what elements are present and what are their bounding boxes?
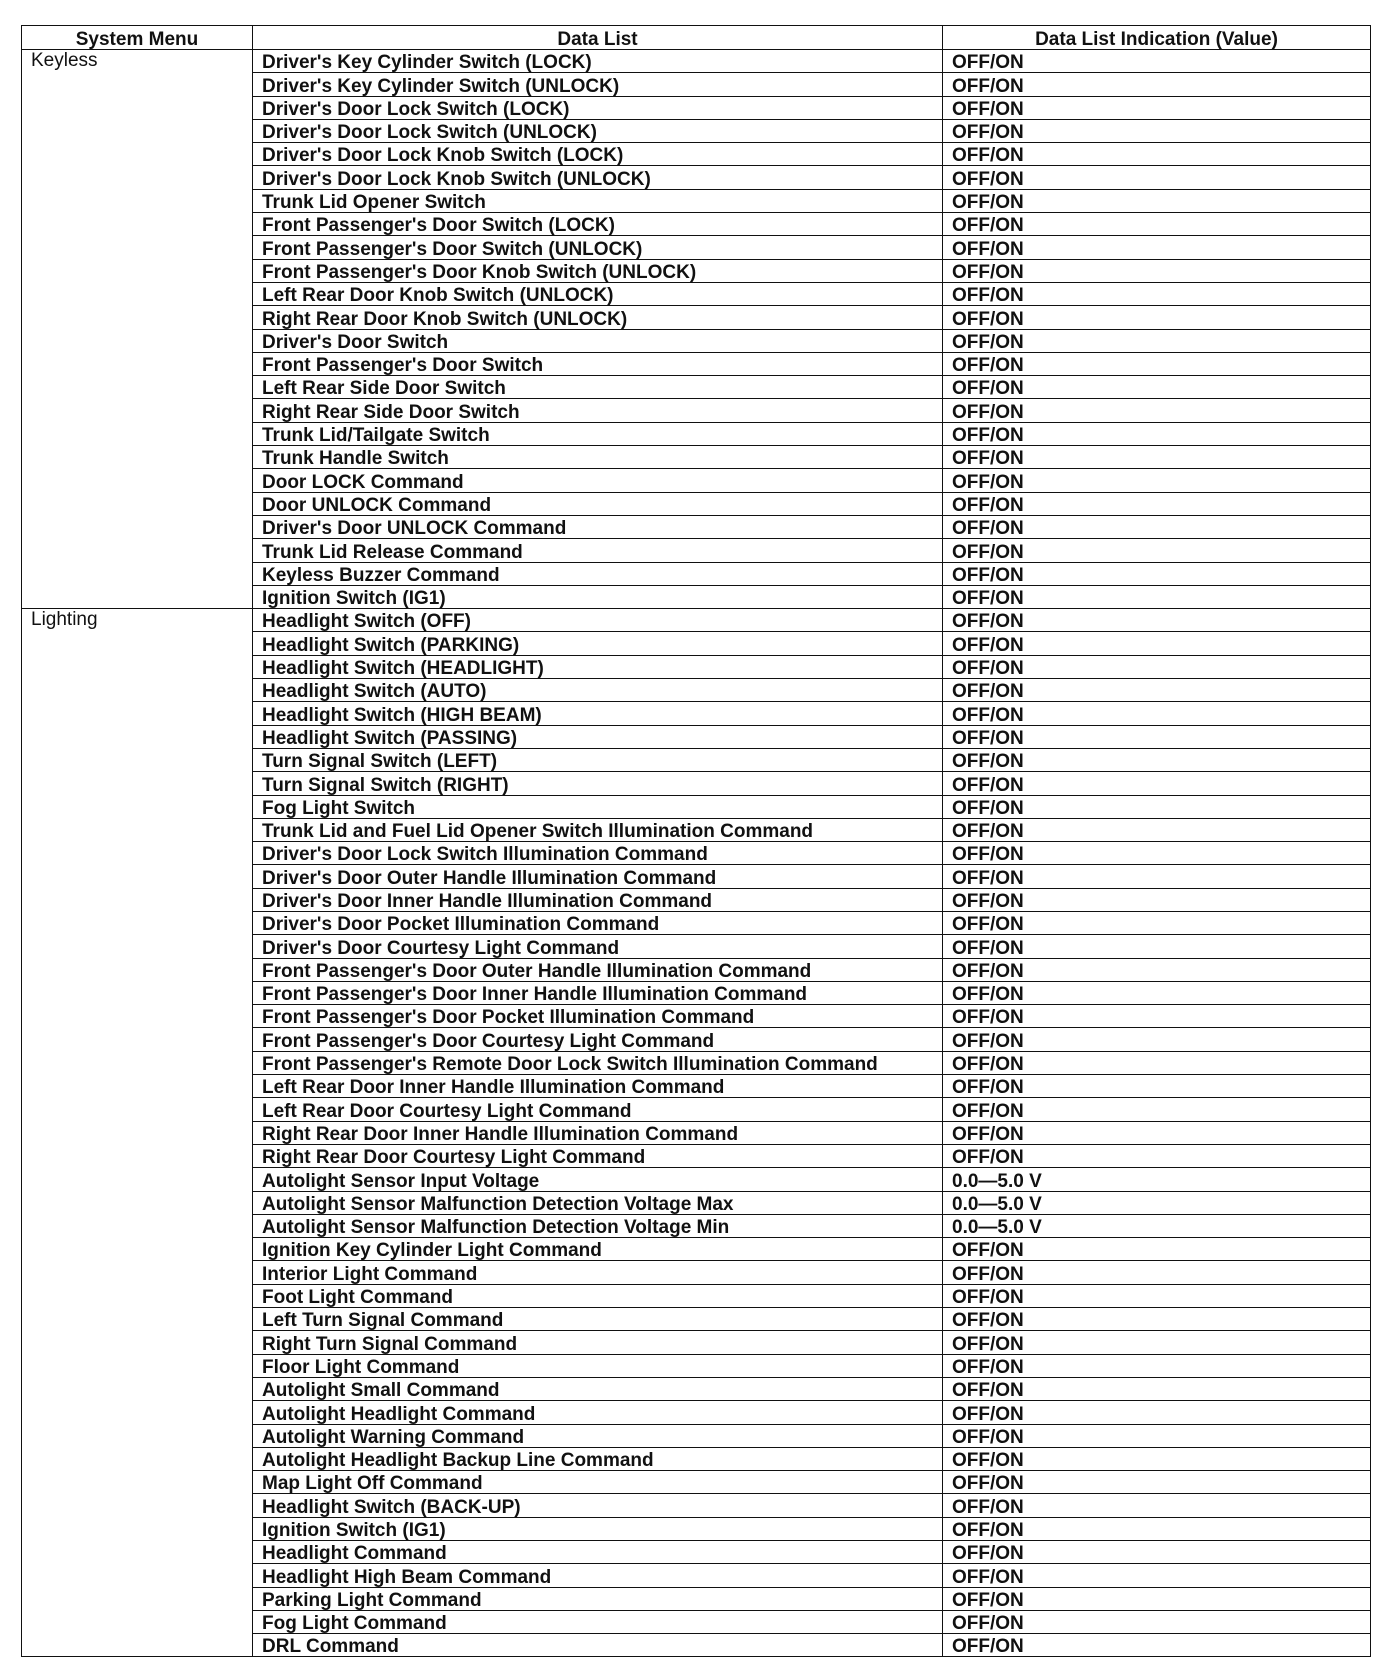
indication-value: OFF/ON [943,1377,1371,1400]
data-list-item: Driver's Door Pocket Illumination Command [253,911,943,934]
data-list-item: Trunk Lid and Fuel Lid Opener Switch Illumination Command [253,818,943,841]
data-list-item: Headlight Switch (PARKING) [253,632,943,655]
indication-value: OFF/ON [943,1238,1371,1261]
data-list-item: Headlight Command [253,1541,943,1564]
indication-value: OFF/ON [943,119,1371,142]
data-list-item: Driver's Door Lock Switch (LOCK) [253,96,943,119]
data-list-item: Headlight Switch (AUTO) [253,679,943,702]
indication-value: OFF/ON [943,935,1371,958]
system-menu-cell [22,50,253,609]
indication-value: OFF/ON [943,632,1371,655]
indication-value: OFF/ON [943,1401,1371,1424]
data-list-item: Autolight Headlight Backup Line Command [253,1447,943,1470]
data-list-item: Headlight Switch (OFF) [253,609,943,632]
data-list-item: Right Rear Door Knob Switch (UNLOCK) [253,306,943,329]
header-system-menu: System Menu [22,26,253,50]
data-list-item: Ignition Switch (IG1) [253,585,943,608]
data-list-item: Driver's Door Inner Handle Illumination Command [253,888,943,911]
indication-value: OFF/ON [943,702,1371,725]
data-list-item: Headlight Switch (HEADLIGHT) [253,655,943,678]
indication-value: OFF/ON [943,236,1371,259]
data-list-item: Autolight Sensor Input Voltage [253,1168,943,1191]
data-list-item: Turn Signal Switch (RIGHT) [253,772,943,795]
data-list-item: Left Turn Signal Command [253,1308,943,1331]
indication-value: OFF/ON [943,1308,1371,1331]
indication-value: OFF/ON [943,352,1371,375]
indication-value: OFF/ON [943,1354,1371,1377]
data-list-item: Door LOCK Command [253,469,943,492]
data-list-item: Driver's Key Cylinder Switch (LOCK) [253,50,943,73]
data-list-item: Front Passenger's Remote Door Lock Switch Illumination Command [253,1051,943,1074]
data-list-item: Parking Light Command [253,1587,943,1610]
indication-value: OFF/ON [943,329,1371,352]
data-list-item: Autolight Sensor Malfunction Detection Voltage Max [253,1191,943,1214]
indication-value: OFF/ON [943,1587,1371,1610]
system-menu-cell [22,609,253,1657]
indication-value: OFF/ON [943,1541,1371,1564]
data-list-item: Keyless Buzzer Command [253,562,943,585]
data-list-item: Front Passenger's Door Switch (UNLOCK) [253,236,943,259]
data-list-item: Headlight High Beam Command [253,1564,943,1587]
indication-value: OFF/ON [943,655,1371,678]
indication-value: OFF/ON [943,981,1371,1004]
indication-value: 0.0—5.0 V [943,1214,1371,1237]
indication-value: OFF/ON [943,306,1371,329]
data-list-item: Driver's Door Courtesy Light Command [253,935,943,958]
indication-value: OFF/ON [943,1517,1371,1540]
indication-value: OFF/ON [943,1075,1371,1098]
indication-value: OFF/ON [943,446,1371,469]
data-list-item: Driver's Door Switch [253,329,943,352]
data-list-item: Driver's Door Outer Handle Illumination Command [253,865,943,888]
indication-value: OFF/ON [943,1284,1371,1307]
data-list-item: Autolight Small Command [253,1377,943,1400]
table-row [22,50,1371,73]
indication-value: OFF/ON [943,1005,1371,1028]
indication-value: OFF/ON [943,772,1371,795]
data-list-item: Interior Light Command [253,1261,943,1284]
data-list-item: Front Passenger's Door Outer Handle Illumination Command [253,958,943,981]
indication-value: OFF/ON [943,1098,1371,1121]
data-list-item: Left Rear Door Courtesy Light Command [253,1098,943,1121]
indication-value: OFF/ON [943,795,1371,818]
indication-value: OFF/ON [943,1331,1371,1354]
data-list-item: Headlight Switch (BACK-UP) [253,1494,943,1517]
indication-value: OFF/ON [943,1447,1371,1470]
indication-value: OFF/ON [943,259,1371,282]
data-list-item: Trunk Lid Release Command [253,539,943,562]
data-list-item: Ignition Switch (IG1) [253,1517,943,1540]
data-list-item: Door UNLOCK Command [253,492,943,515]
indication-value: OFF/ON [943,911,1371,934]
indication-value: OFF/ON [943,865,1371,888]
data-list-item: Trunk Handle Switch [253,446,943,469]
data-list-item: Left Rear Door Inner Handle Illumination Command [253,1075,943,1098]
indication-value: OFF/ON [943,1261,1371,1284]
indication-value: OFF/ON [943,539,1371,562]
data-list-item: Driver's Door UNLOCK Command [253,515,943,538]
table-body [22,50,1371,1657]
indication-value: OFF/ON [943,399,1371,422]
data-list-item: Map Light Off Command [253,1471,943,1494]
data-list-item: Foot Light Command [253,1284,943,1307]
header-row [22,26,1371,50]
indication-value: OFF/ON [943,50,1371,73]
data-list-item: Front Passenger's Door Pocket Illumination Command [253,1005,943,1028]
data-list-item: Floor Light Command [253,1354,943,1377]
indication-value: 0.0—5.0 V [943,1168,1371,1191]
data-list-item: Right Turn Signal Command [253,1331,943,1354]
indication-value: OFF/ON [943,282,1371,305]
indication-value: OFF/ON [943,585,1371,608]
header-indication: Data List Indication (Value) [943,26,1371,50]
indication-value: OFF/ON [943,1494,1371,1517]
data-list-item: Autolight Headlight Command [253,1401,943,1424]
data-list-item: Headlight Switch (PASSING) [253,725,943,748]
indication-value: OFF/ON [943,609,1371,632]
indication-value: OFF/ON [943,515,1371,538]
data-list-item: Fog Light Switch [253,795,943,818]
data-list-item: Ignition Key Cylinder Light Command [253,1238,943,1261]
indication-value: OFF/ON [943,725,1371,748]
indication-value: OFF/ON [943,166,1371,189]
data-list-item: Driver's Door Lock Switch (UNLOCK) [253,119,943,142]
indication-value: OFF/ON [943,469,1371,492]
indication-value: OFF/ON [943,492,1371,515]
data-list-item: Autolight Warning Command [253,1424,943,1447]
indication-value: OFF/ON [943,1471,1371,1494]
data-list-item: Driver's Door Lock Switch Illumination Command [253,842,943,865]
indication-value: OFF/ON [943,748,1371,771]
indication-value: OFF/ON [943,1121,1371,1144]
data-list-item: Turn Signal Switch (LEFT) [253,748,943,771]
indication-value: OFF/ON [943,189,1371,212]
indication-value: OFF/ON [943,1051,1371,1074]
indication-value: OFF/ON [943,888,1371,911]
data-list-item: Driver's Door Lock Knob Switch (UNLOCK) [253,166,943,189]
indication-value: OFF/ON [943,842,1371,865]
system-menu-label: Lighting [31,609,98,631]
data-list-item: Left Rear Door Knob Switch (UNLOCK) [253,282,943,305]
data-list-item: Front Passenger's Door Inner Handle Illumination Command [253,981,943,1004]
data-list-item: Trunk Lid/Tailgate Switch [253,422,943,445]
data-list-table [21,25,1371,1657]
indication-value: OFF/ON [943,1610,1371,1633]
data-list-item: DRL Command [253,1634,943,1657]
data-list-item: Front Passenger's Door Switch [253,352,943,375]
data-list-item: Front Passenger's Door Knob Switch (UNLOCK) [253,259,943,282]
data-list-item: Right Rear Side Door Switch [253,399,943,422]
indication-value: OFF/ON [943,73,1371,96]
indication-value: OFF/ON [943,213,1371,236]
data-list-item: Fog Light Command [253,1610,943,1633]
table-row [22,609,1371,632]
indication-value: 0.0—5.0 V [943,1191,1371,1214]
data-list-item: Front Passenger's Door Switch (LOCK) [253,213,943,236]
indication-value: OFF/ON [943,1424,1371,1447]
indication-value: OFF/ON [943,1564,1371,1587]
data-list-item: Right Rear Door Courtesy Light Command [253,1144,943,1167]
indication-value: OFF/ON [943,422,1371,445]
indication-value: OFF/ON [943,376,1371,399]
indication-value: OFF/ON [943,143,1371,166]
data-list-item: Headlight Switch (HIGH BEAM) [253,702,943,725]
indication-value: OFF/ON [943,96,1371,119]
data-list-item: Driver's Door Lock Knob Switch (LOCK) [253,143,943,166]
data-list-item: Front Passenger's Door Courtesy Light Command [253,1028,943,1051]
indication-value: OFF/ON [943,818,1371,841]
indication-value: OFF/ON [943,1634,1371,1657]
data-list-item: Driver's Key Cylinder Switch (UNLOCK) [253,73,943,96]
data-list-item: Trunk Lid Opener Switch [253,189,943,212]
indication-value: OFF/ON [943,679,1371,702]
indication-value: OFF/ON [943,562,1371,585]
indication-value: OFF/ON [943,958,1371,981]
data-list-item: Right Rear Door Inner Handle Illumination Command [253,1121,943,1144]
indication-value: OFF/ON [943,1028,1371,1051]
data-list-item: Left Rear Side Door Switch [253,376,943,399]
header-data-list: Data List [253,26,943,50]
system-menu-label: Keyless [31,50,98,71]
indication-value: OFF/ON [943,1144,1371,1167]
data-list-item: Autolight Sensor Malfunction Detection Voltage Min [253,1214,943,1237]
